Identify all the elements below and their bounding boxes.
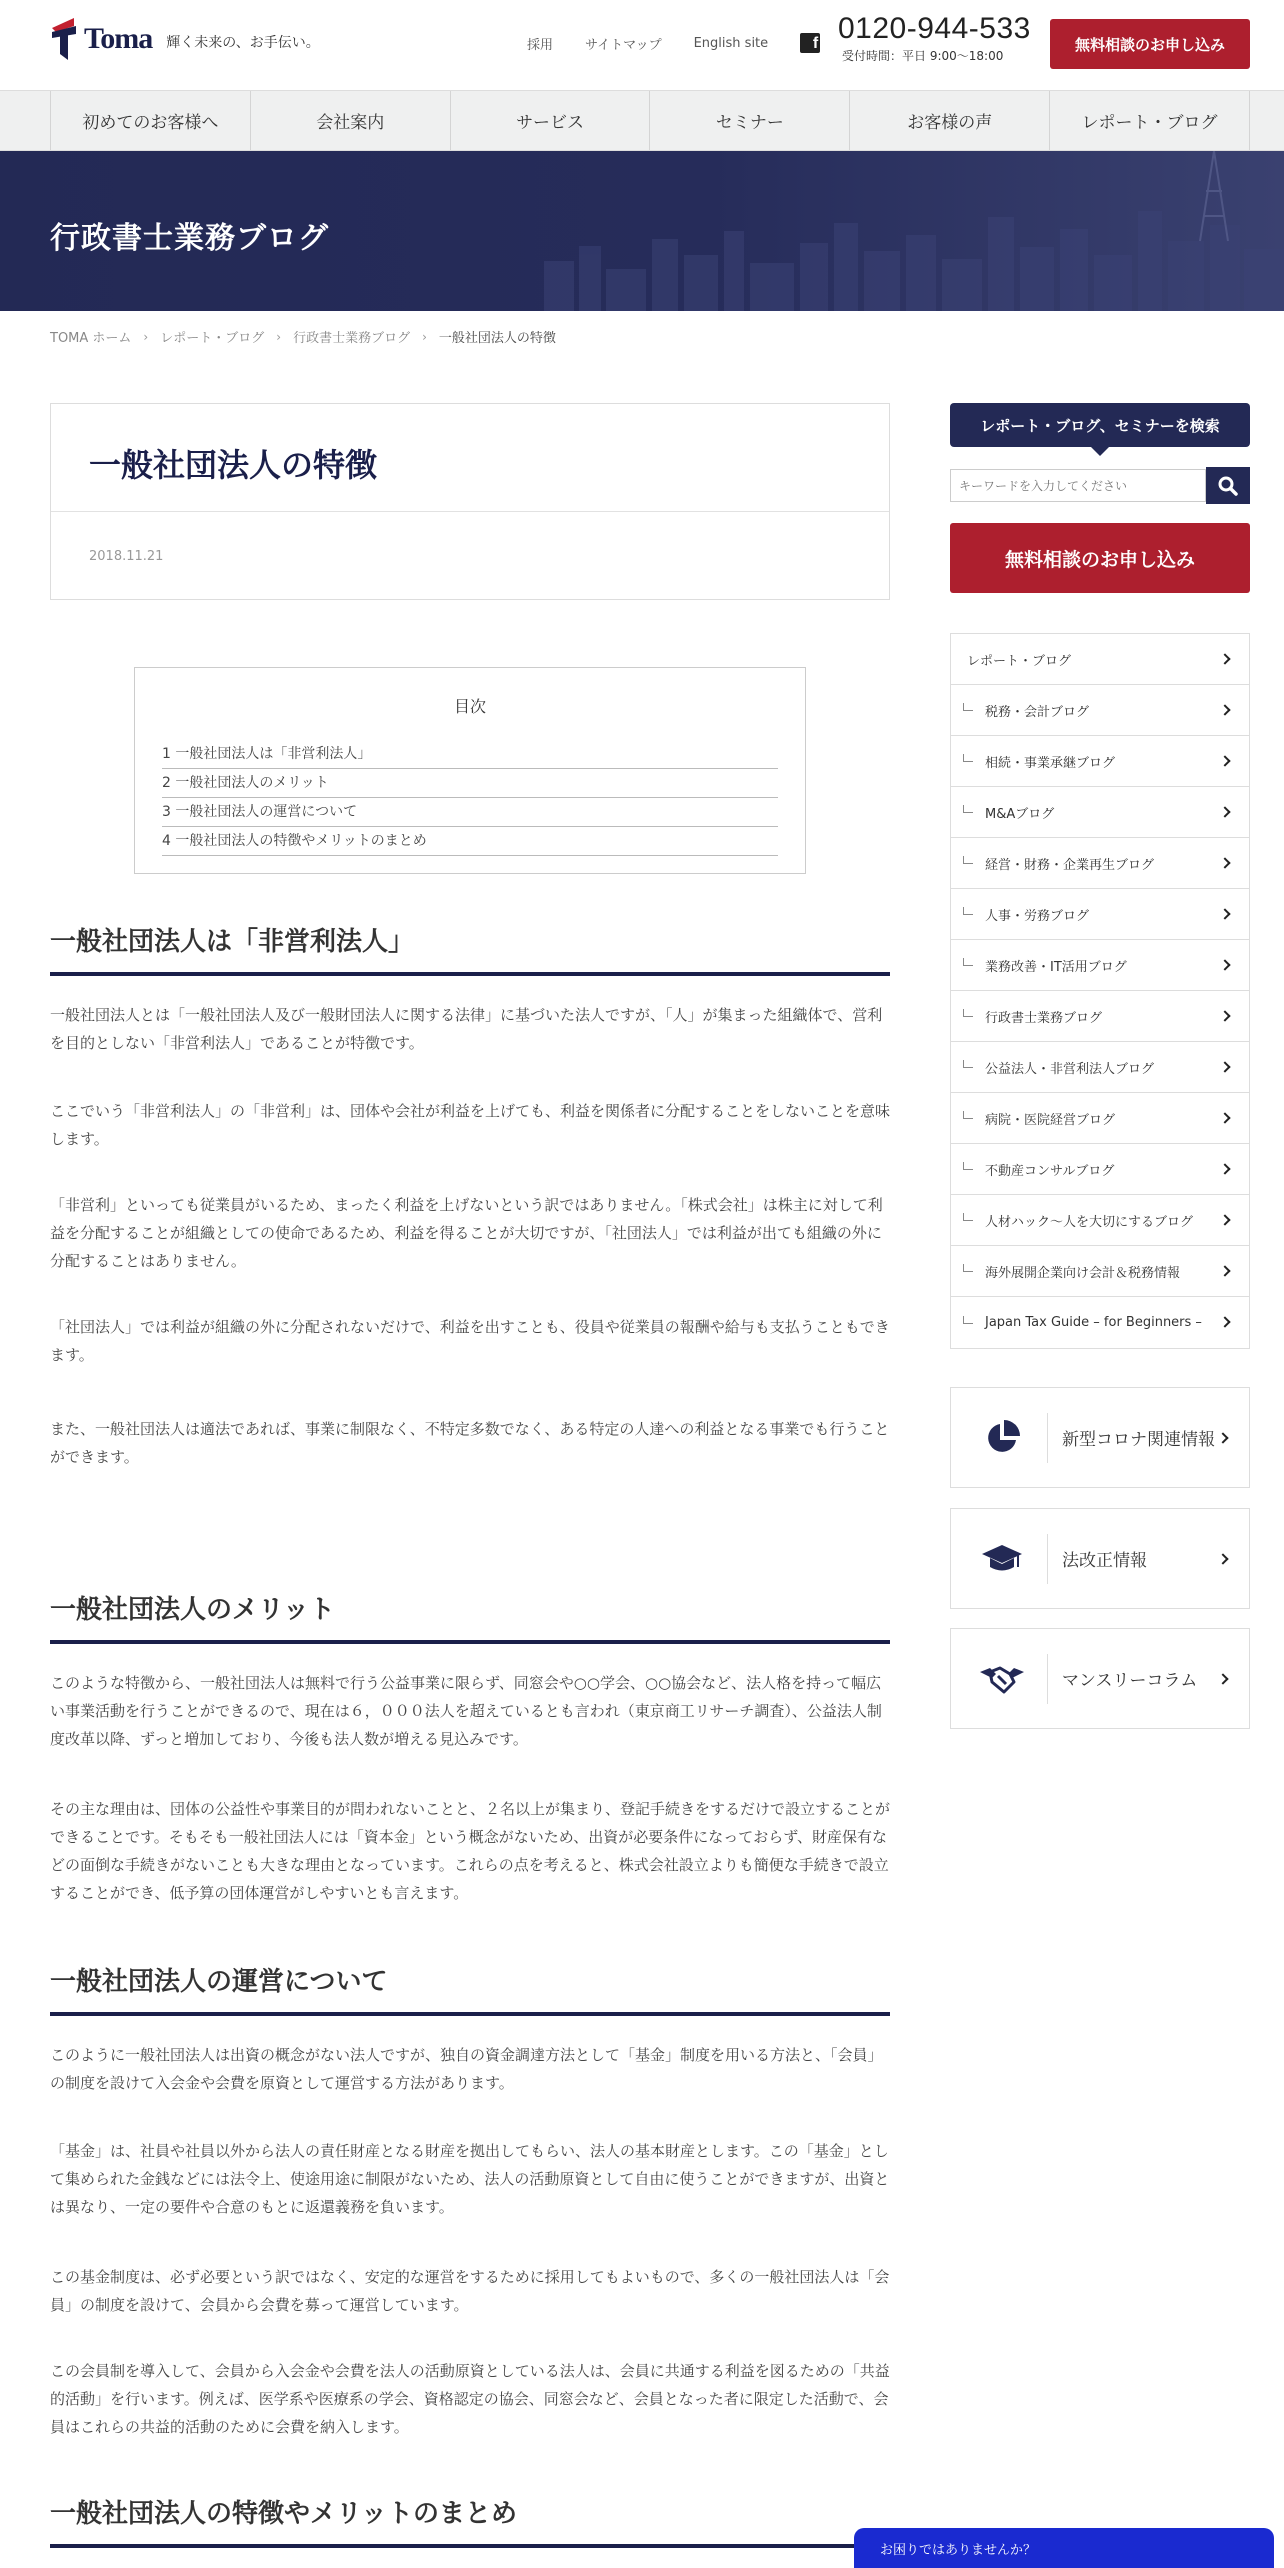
paragraph: この会員制を導入して、会員から入会金や会費を法人の活動原資としている法人は、会員に共通する利益を図るための「共益的活動」を行います。例えば、医学系や医療系の学会、資格認定の協会、同窓会など、会員となった者に限定した活動で、会員はこれらの共益的活動のために会費を納入します。 [50,2362,890,2436]
feature-label: マンスリーコラム [1062,1671,1198,1691]
chevron-right-icon [1219,755,1230,766]
search-icon [1218,476,1238,496]
article-date: 2018.11.21 [89,549,164,564]
paragraph: 一般社団法人とは「一般社団法人及び一般財団法人に関する法律」に基づいた法人ですが、「人」が集まった組織体で、営利を目的としない「非営利法人」であることが特徴です。 [50,1006,883,1052]
sub-item-icon [963,1162,973,1170]
category-item[interactable] [951,685,1249,736]
category-label: Japan Tax Guide – for Beginners – [985,1315,1202,1330]
chevron-right-icon [1219,1010,1230,1021]
logo-tagline: 輝く未来の、お手伝い。 [166,35,320,51]
category-label: 相続・事業承継ブログ [985,755,1116,771]
toc-item[interactable]: 3 一般社団法人の運営について [162,798,778,827]
paragraph: 「非営利」といっても従業員がいるため、まったく利益を上げないという訳ではありません。「株式会社」は株主に対して利益を分配することが組織としての使命であるため、利益を得ることが大切ですが、「社団法人」では利益が出ても組織の外に分配することはありません。 [50,1196,883,1270]
category-item[interactable] [951,1297,1249,1348]
facebook-icon[interactable]: f [800,33,820,53]
chevron-right-icon [1219,959,1230,970]
breadcrumb [50,327,556,346]
search-input[interactable] [950,469,1206,502]
category-item[interactable] [951,991,1249,1042]
toma-logo[interactable] [50,16,320,62]
chevron-right-icon [1219,704,1230,715]
category-label: 人事・労務ブログ [985,908,1090,924]
section-heading: 一般社団法人は「非営利法人」 [50,921,890,976]
paragraph: その主な理由は、団体の公益性や事業目的が問われないことと、２名以上が集まり、登記手続きをするだけで設立することができることです。そもそも一般社団法人には「資本金」という概念がないため、出資が必要条件になっておらず、財産保有などの面倒な手続きがないことも大きな理由となっています。これらの点を考えると、株式会社設立よりも簡便な手続きで設立することができ、低予算の団体運営がしやすいとも言えます。 [50,1800,891,1902]
logo-wordmark: Toma [84,22,153,55]
paragraph: 「基金」は、社員や社員以外から法人の責任財産となる財産を拠出してもらい、法人の基本財産とします。この「基金」として集められた金銭などには法令上、使途用途に制限がないため、法人の活動原資として自由に使うことができますが、出資とは異なり、一定の要件や合意のもとに返還義務を負います。 [50,2142,890,2216]
paragraph: このように一般社団法人は出資の概念がない法人ですが、独自の資金調達方法として「基金」制度を用いる方法と、「会員」の制度を設けて入会金や会費を原資として運営する方法があります。 [50,2046,883,2092]
breadcrumb-current: 一般社団法人の特徴 [438,331,556,346]
category-item[interactable] [951,1144,1249,1195]
table-of-contents [134,667,806,874]
sub-item-icon [963,703,973,711]
article-header [50,403,890,600]
article-title: 一般社団法人の特徴 [89,446,378,484]
feature-link-law-revision[interactable] [950,1508,1250,1609]
breadcrumb-chevron-icon: › [143,329,149,344]
feature-label: 法改正情報 [1062,1551,1147,1571]
category-label: レポート・ブログ [967,653,1072,669]
utility-links [527,33,820,53]
paragraph: このような特徴から、一般社団法人は無料で行う公益事業に限らず、同窓会や○○学会、○○協会など、法人格を持って幅広い事業活動を行うことができるので、現在は６，０００法人を超えているとも言われ（東京商工リサーチ調査）、公益法人制度改革以降、ずっと増加しており、今後も法人数が増える見込みです。 [50,1674,882,1748]
chevron-right-icon [1219,1112,1230,1123]
chevron-right-icon [1217,1432,1228,1443]
paragraph: この基金制度は、必ず必要という訳ではなく、安定的な運営をするために採用してもよいもので、多くの一般社団法人は「会員」の制度を設けて、会員から会費を募って運営しています。 [50,2268,890,2314]
chevron-right-icon [1219,1316,1230,1327]
breadcrumb-chevron-icon: › [276,329,282,344]
sub-item-icon [963,1060,973,1068]
sub-item-icon [963,958,973,966]
site-header [0,0,1284,90]
category-item[interactable] [951,889,1249,940]
search-button[interactable] [1206,467,1250,504]
city-skyline-image [524,151,1284,311]
toc-item[interactable]: 4 一般社団法人の特徴やメリットのまとめ [162,827,778,856]
category-item[interactable] [951,838,1249,889]
section-heading: 一般社団法人の運営について [50,1961,890,2016]
sub-item-icon [963,907,973,915]
search-label: レポート・ブログ、セミナーを検索 [950,403,1250,447]
category-item[interactable] [951,736,1249,787]
section-heading: 一般社団法人の特徴やメリットのまとめ [50,2493,890,2548]
section-heading: 一般社団法人のメリット [50,1589,890,1644]
sub-item-icon [963,1316,973,1324]
nav-item-services[interactable]: サービス [450,91,650,150]
nav-item-first-visit[interactable]: 初めてのお客様へ [50,91,250,150]
util-link-english[interactable]: English site [693,35,769,51]
paragraph: ここでいう「非営利法人」の「非営利」は、団体や会社が利益を上げても、利益を関係者に分配することをしないことを意味します。 [50,1102,891,1148]
category-label: 税務・会計ブログ [985,704,1090,720]
chevron-right-icon [1217,1553,1228,1564]
title-divider [51,511,889,512]
feature-link-monthly-column[interactable] [950,1628,1250,1729]
pie-chart-icon [984,1420,1020,1456]
chevron-right-icon [1219,806,1230,817]
category-item[interactable] [951,1093,1249,1144]
category-label: 人材ハック～人を大切にするブログ [985,1214,1194,1230]
category-item[interactable] [951,940,1249,991]
free-consultation-button[interactable]: 無料相談のお申し込み [1050,19,1250,69]
category-label: 公益法人・非営利法人ブログ [985,1061,1155,1077]
sub-item-icon [963,754,973,762]
toma-logo-mark-icon [50,16,82,62]
sub-item-icon [963,856,973,864]
toc-item[interactable]: 1 一般社団法人は「非営利法人」 [162,740,778,769]
category-item[interactable] [951,1042,1249,1093]
global-nav [0,90,1284,151]
util-link-sitemap[interactable]: サイトマップ [585,37,662,53]
breadcrumb-category[interactable]: 行政書士業務ブログ [293,331,411,346]
category-label: 海外展開企業向け会計＆税務情報 [985,1265,1181,1281]
chevron-right-icon [1219,1265,1230,1276]
feature-label: 新型コロナ関連情報 [1062,1430,1215,1450]
nav-item-seminars[interactable]: セミナー [649,91,849,150]
nav-item-testimonials[interactable]: お客様の声 [849,91,1049,150]
breadcrumb-reports[interactable]: レポート・ブログ [160,331,265,346]
breadcrumb-chevron-icon: › [422,329,427,344]
chat-support-tab[interactable]: お困りではありませんか？ [854,2528,1274,2568]
nav-item-reports-blog[interactable]: レポート・ブログ [1049,91,1250,150]
sub-item-icon [963,1264,973,1272]
chevron-right-icon [1219,653,1230,664]
breadcrumb-home[interactable]: TOMA ホーム [50,331,132,346]
category-item[interactable] [951,1246,1249,1297]
chevron-right-icon [1217,1673,1228,1684]
sidebar-consultation-button[interactable]: 無料相談のお申し込み [950,523,1250,593]
category-label: 行政書士業務ブログ [985,1010,1103,1026]
sub-item-icon [963,1213,973,1221]
toc-item[interactable]: 2 一般社団法人のメリット [162,769,778,798]
category-label: 業務改善・IT活用ブログ [985,959,1127,975]
category-item[interactable] [951,787,1249,838]
chevron-right-icon [1219,1061,1230,1072]
sub-item-icon [963,1009,973,1017]
page-category-title: 行政書士業務ブログ [50,221,329,256]
phone-contact [838,14,1031,64]
handshake-icon [980,1664,1024,1694]
category-item[interactable] [951,634,1249,685]
page-hero [0,151,1284,311]
category-label: 不動産コンサルブログ [985,1163,1115,1179]
chevron-right-icon [1219,908,1230,919]
category-label: 経営・財務・企業再生ブログ [985,857,1155,873]
toc-title: 目次 [453,697,486,716]
nav-item-company[interactable]: 会社案内 [250,91,450,150]
util-link-recruit[interactable]: 採用 [527,37,554,53]
category-label: 病院・医院経営ブログ [985,1112,1116,1128]
chevron-right-icon [1219,857,1230,868]
category-list [950,633,1250,1349]
sub-item-icon [963,1111,973,1119]
phone-hours: 受付時間：平日 9:00〜18:00 [842,49,1004,63]
graduation-cap-icon [982,1543,1022,1575]
category-item[interactable] [951,1195,1249,1246]
paragraph: 「社団法人」では利益が組織の外に分配されないだけで、利益を出すことも、役員や従業員の報酬や給与も支払うこともできます。 [50,1318,890,1364]
feature-link-covid[interactable] [950,1387,1250,1488]
paragraph: また、一般社団法人は適法であれば、事業に制限なく、不特定多数でなく、ある特定の人達への利益となる事業でも行うことができます。 [50,1420,890,1466]
sub-item-icon [963,805,973,813]
chevron-right-icon [1219,1214,1230,1225]
chevron-right-icon [1219,1163,1230,1174]
phone-number[interactable]: 0120-944-533 [838,12,1031,45]
category-label: M&Aブログ [985,806,1055,822]
